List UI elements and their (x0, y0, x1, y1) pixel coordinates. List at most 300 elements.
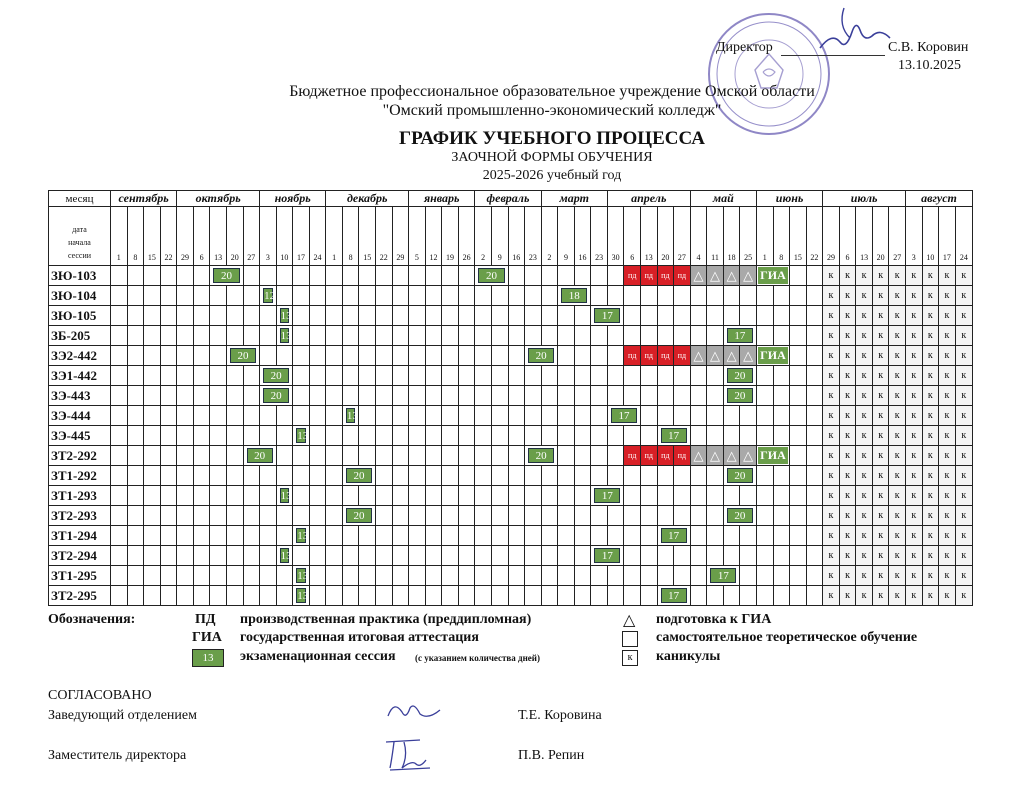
week-start-day: 3 (906, 207, 923, 266)
vacation-cell: к (906, 406, 923, 426)
empty-cell (342, 566, 359, 586)
empty-cell (293, 266, 310, 286)
empty-cell (210, 546, 227, 566)
week-start-day: 8 (773, 207, 790, 266)
empty-cell (160, 406, 177, 426)
empty-cell (491, 466, 508, 486)
legend-title: Обозначения: (48, 612, 136, 627)
session-cell (210, 266, 243, 286)
exam-session-block: 13 (280, 330, 292, 342)
empty-cell (193, 566, 210, 586)
vacation-cell: к (889, 346, 906, 366)
vacation-cell: к (823, 466, 840, 486)
empty-cell (425, 306, 442, 326)
group-name: ЗЭ-443 (49, 386, 111, 406)
empty-cell (111, 546, 128, 566)
empty-cell (326, 306, 343, 326)
empty-cell (508, 366, 525, 386)
vacation-cell: к (856, 326, 873, 346)
empty-cell (210, 306, 227, 326)
empty-cell (276, 426, 293, 446)
empty-cell (160, 446, 177, 466)
empty-cell (409, 466, 426, 486)
empty-cell (144, 466, 161, 486)
empty-cell (591, 586, 608, 606)
empty-cell (773, 406, 790, 426)
exam-session-block: 13 (280, 550, 292, 562)
vacation-cell: к (922, 526, 939, 546)
vacation-cell: к (955, 486, 972, 506)
empty-cell (475, 406, 492, 426)
empty-cell (508, 306, 525, 326)
empty-cell (425, 326, 442, 346)
vacation-cell: к (906, 386, 923, 406)
vacation-cell: к (839, 366, 856, 386)
empty-cell (707, 586, 724, 606)
vacation-cell: к (839, 426, 856, 446)
vacation-cell: к (872, 366, 889, 386)
empty-cell (591, 506, 608, 526)
empty-cell (707, 386, 724, 406)
empty-cell (591, 446, 608, 466)
empty-cell (342, 386, 359, 406)
group-row (49, 406, 973, 426)
gia-cell (756, 266, 789, 286)
week-start-day: 1 (326, 207, 343, 266)
empty-cell (806, 566, 823, 586)
empty-cell (491, 286, 508, 306)
empty-cell (558, 546, 575, 566)
empty-cell (674, 366, 691, 386)
empty-cell (243, 406, 260, 426)
vacation-cell: к (872, 546, 889, 566)
empty-cell (243, 486, 260, 506)
empty-cell (790, 386, 807, 406)
empty-cell (326, 546, 343, 566)
exam-session-block: 13 (280, 310, 292, 322)
empty-cell (525, 586, 542, 606)
empty-cell (226, 326, 243, 346)
empty-cell (326, 366, 343, 386)
empty-cell (707, 486, 724, 506)
empty-cell (276, 446, 293, 466)
empty-cell (525, 526, 542, 546)
empty-cell (442, 486, 459, 506)
empty-cell (326, 266, 343, 286)
empty-cell (326, 386, 343, 406)
empty-cell (127, 506, 144, 526)
vacation-cell: к (955, 506, 972, 526)
empty-cell (309, 446, 326, 466)
empty-cell (657, 466, 674, 486)
week-start-day: 30 (607, 207, 624, 266)
legend-vacation-swatch: к (622, 650, 638, 666)
vacation-cell: к (922, 546, 939, 566)
empty-cell (723, 306, 740, 326)
week-start-day: 11 (707, 207, 724, 266)
empty-cell (607, 586, 624, 606)
empty-cell (458, 386, 475, 406)
empty-cell (723, 426, 740, 446)
week-start-day: 20 (657, 207, 674, 266)
month-9: май (690, 191, 756, 207)
empty-cell (392, 266, 409, 286)
group-row (49, 486, 973, 506)
vacation-cell: к (922, 266, 939, 286)
empty-cell (574, 386, 591, 406)
empty-cell (177, 586, 194, 606)
empty-cell (276, 466, 293, 486)
week-start-day: 26 (458, 207, 475, 266)
empty-cell (574, 486, 591, 506)
empty-cell (293, 486, 310, 506)
empty-cell (442, 346, 459, 366)
empty-cell (756, 526, 773, 546)
empty-cell (144, 526, 161, 546)
vacation-cell: к (823, 346, 840, 366)
empty-cell (243, 386, 260, 406)
empty-cell (790, 526, 807, 546)
empty-cell (359, 586, 376, 606)
empty-cell (491, 326, 508, 346)
empty-cell (409, 446, 426, 466)
empty-cell (260, 306, 277, 326)
empty-cell (591, 426, 608, 446)
exam-session-block: 20 (263, 388, 289, 403)
empty-cell (226, 466, 243, 486)
empty-cell (127, 446, 144, 466)
empty-cell (574, 366, 591, 386)
vacation-cell: к (939, 446, 956, 466)
empty-cell (276, 406, 293, 426)
empty-cell (160, 386, 177, 406)
vacation-cell: к (823, 386, 840, 406)
empty-cell (392, 346, 409, 366)
empty-cell (558, 326, 575, 346)
empty-cell (491, 546, 508, 566)
empty-cell (591, 566, 608, 586)
empty-cell (425, 366, 442, 386)
week-start-day: 17 (293, 207, 310, 266)
empty-cell (193, 506, 210, 526)
empty-cell (359, 526, 376, 546)
vacation-cell: к (906, 446, 923, 466)
empty-cell (293, 326, 310, 346)
empty-cell (111, 466, 128, 486)
empty-cell (359, 386, 376, 406)
session-cell (591, 486, 624, 506)
empty-cell (525, 386, 542, 406)
session-cell (558, 286, 591, 306)
week-start-day: 6 (624, 207, 641, 266)
empty-cell (641, 546, 658, 566)
empty-cell (376, 406, 393, 426)
vacation-cell: к (839, 466, 856, 486)
empty-cell (392, 486, 409, 506)
empty-cell (607, 366, 624, 386)
empty-cell (541, 286, 558, 306)
group-name: ЗЮ-104 (49, 286, 111, 306)
empty-cell (144, 306, 161, 326)
exam-session-block: 20 (247, 448, 273, 463)
empty-cell (491, 486, 508, 506)
empty-cell (276, 286, 293, 306)
empty-cell (790, 546, 807, 566)
empty-cell (342, 266, 359, 286)
empty-cell (740, 526, 757, 546)
session-cell (591, 306, 624, 326)
empty-cell (342, 286, 359, 306)
empty-cell (458, 306, 475, 326)
empty-cell (690, 566, 707, 586)
week-start-day: 8 (127, 207, 144, 266)
exam-session-block: 20 (727, 468, 753, 483)
empty-cell (226, 546, 243, 566)
empty-cell (806, 346, 823, 366)
session-cell (525, 346, 558, 366)
empty-cell (111, 326, 128, 346)
empty-cell (392, 546, 409, 566)
empty-cell (177, 526, 194, 546)
empty-cell (177, 386, 194, 406)
vacation-cell: к (939, 586, 956, 606)
empty-cell (458, 426, 475, 446)
group-name: ЗЭ2-442 (49, 346, 111, 366)
empty-cell (276, 506, 293, 526)
empty-cell (740, 406, 757, 426)
empty-cell (376, 486, 393, 506)
document-subtitle: ЗАОЧНОЙ ФОРМЫ ОБУЧЕНИЯ (451, 150, 653, 165)
exam-session-block: 20 (727, 508, 753, 523)
session-cell (293, 526, 310, 546)
empty-cell (806, 426, 823, 446)
empty-cell (707, 526, 724, 546)
vacation-cell: к (955, 286, 972, 306)
vacation-cell: к (823, 566, 840, 586)
exam-session-block: 17 (661, 588, 687, 603)
empty-cell (541, 426, 558, 446)
empty-cell (342, 446, 359, 466)
empty-cell (144, 486, 161, 506)
empty-cell (707, 286, 724, 306)
empty-cell (541, 546, 558, 566)
empty-cell (177, 326, 194, 346)
empty-cell (309, 406, 326, 426)
empty-cell (409, 326, 426, 346)
vacation-cell: к (922, 466, 939, 486)
empty-cell (309, 566, 326, 586)
empty-cell (458, 326, 475, 346)
week-start-day: 12 (425, 207, 442, 266)
empty-cell (409, 386, 426, 406)
empty-cell (409, 546, 426, 566)
empty-cell (226, 446, 243, 466)
vacation-cell: к (856, 366, 873, 386)
empty-cell (525, 326, 542, 346)
empty-cell (674, 406, 691, 426)
empty-cell (508, 466, 525, 486)
session-cell (276, 306, 293, 326)
empty-cell (475, 506, 492, 526)
empty-cell (525, 486, 542, 506)
empty-cell (442, 366, 459, 386)
empty-cell (243, 426, 260, 446)
week-start-day: 6 (839, 207, 856, 266)
vacation-cell: к (872, 506, 889, 526)
vacation-cell: к (889, 526, 906, 546)
gia-prep-triangle-icon: △ (723, 446, 740, 466)
exam-session-block: 20 (346, 468, 372, 483)
empty-cell (326, 446, 343, 466)
empty-cell (508, 566, 525, 586)
empty-cell (376, 306, 393, 326)
empty-cell (674, 486, 691, 506)
vacation-cell: к (939, 546, 956, 566)
empty-cell (806, 586, 823, 606)
session-cell (276, 486, 293, 506)
empty-cell (392, 446, 409, 466)
empty-cell (591, 466, 608, 486)
empty-cell (707, 406, 724, 426)
session-cell (723, 466, 756, 486)
group-row (49, 326, 973, 346)
session-cell (293, 566, 310, 586)
empty-cell (756, 386, 773, 406)
vacation-cell: к (906, 566, 923, 586)
practice-cell: пд (624, 346, 641, 366)
vacation-cell: к (939, 266, 956, 286)
vacation-cell: к (955, 346, 972, 366)
empty-cell (243, 366, 260, 386)
empty-cell (144, 286, 161, 306)
session-cell (276, 326, 293, 346)
empty-cell (458, 366, 475, 386)
empty-cell (657, 486, 674, 506)
empty-cell (806, 526, 823, 546)
empty-cell (243, 326, 260, 346)
empty-cell (624, 586, 641, 606)
empty-cell (756, 366, 773, 386)
vacation-cell: к (823, 506, 840, 526)
empty-cell (392, 326, 409, 346)
empty-cell (657, 326, 674, 346)
empty-cell (806, 546, 823, 566)
gia-prep-triangle-icon: △ (723, 266, 740, 286)
empty-cell (525, 546, 542, 566)
empty-cell (425, 566, 442, 586)
vacation-cell: к (955, 446, 972, 466)
empty-cell (508, 506, 525, 526)
vacation-cell: к (823, 286, 840, 306)
empty-cell (243, 586, 260, 606)
empty-cell (756, 426, 773, 446)
legend-pd-text: производственная практика (преддипломная) (240, 612, 532, 627)
empty-cell (674, 506, 691, 526)
empty-cell (690, 406, 707, 426)
group-row (49, 306, 973, 326)
empty-cell (177, 566, 194, 586)
empty-cell (226, 506, 243, 526)
empty-cell (773, 386, 790, 406)
week-start-day: 4 (690, 207, 707, 266)
empty-cell (425, 426, 442, 446)
week-start-day: 1 (111, 207, 128, 266)
vacation-cell: к (823, 366, 840, 386)
week-start-day: 13 (210, 207, 227, 266)
vacation-cell: к (906, 486, 923, 506)
vacation-cell: к (856, 266, 873, 286)
exam-session-block: 20 (727, 388, 753, 403)
empty-cell (425, 506, 442, 526)
week-start-day: 20 (872, 207, 889, 266)
empty-cell (790, 306, 807, 326)
empty-cell (806, 406, 823, 426)
empty-cell (177, 406, 194, 426)
empty-cell (475, 486, 492, 506)
empty-cell (541, 566, 558, 586)
empty-cell (574, 506, 591, 526)
vacation-cell: к (839, 526, 856, 546)
empty-cell (773, 486, 790, 506)
session-cell (293, 586, 310, 606)
empty-cell (144, 446, 161, 466)
vacation-cell: к (856, 466, 873, 486)
empty-cell (475, 446, 492, 466)
empty-cell (790, 286, 807, 306)
empty-cell (806, 286, 823, 306)
empty-cell (309, 386, 326, 406)
empty-cell (392, 526, 409, 546)
empty-cell (624, 566, 641, 586)
empty-cell (790, 426, 807, 446)
empty-cell (392, 566, 409, 586)
exam-session-block: 17 (594, 488, 620, 503)
vacation-cell: к (823, 306, 840, 326)
empty-cell (293, 286, 310, 306)
month-header: месяц (49, 191, 111, 207)
empty-cell (359, 486, 376, 506)
empty-cell (409, 266, 426, 286)
empty-cell (558, 526, 575, 546)
empty-cell (376, 286, 393, 306)
vacation-cell: к (939, 406, 956, 426)
empty-cell (591, 346, 608, 366)
empty-cell (127, 566, 144, 586)
empty-cell (574, 586, 591, 606)
empty-cell (541, 306, 558, 326)
group-row (49, 286, 973, 306)
empty-cell (690, 586, 707, 606)
vacation-cell: к (955, 266, 972, 286)
week-start-day: 17 (939, 207, 956, 266)
empty-cell (127, 406, 144, 426)
empty-cell (773, 426, 790, 446)
empty-cell (359, 326, 376, 346)
empty-cell (409, 566, 426, 586)
empty-cell (160, 466, 177, 486)
group-name: ЗЭ-445 (49, 426, 111, 446)
gia-prep-triangle-icon: △ (740, 446, 757, 466)
empty-cell (806, 306, 823, 326)
empty-cell (657, 406, 674, 426)
legend-self-study-swatch (622, 631, 638, 647)
group-name: ЗЭ1-442 (49, 366, 111, 386)
vacation-cell: к (823, 486, 840, 506)
empty-cell (260, 466, 277, 486)
empty-cell (491, 346, 508, 366)
empty-cell (177, 306, 194, 326)
vacation-cell: к (939, 506, 956, 526)
